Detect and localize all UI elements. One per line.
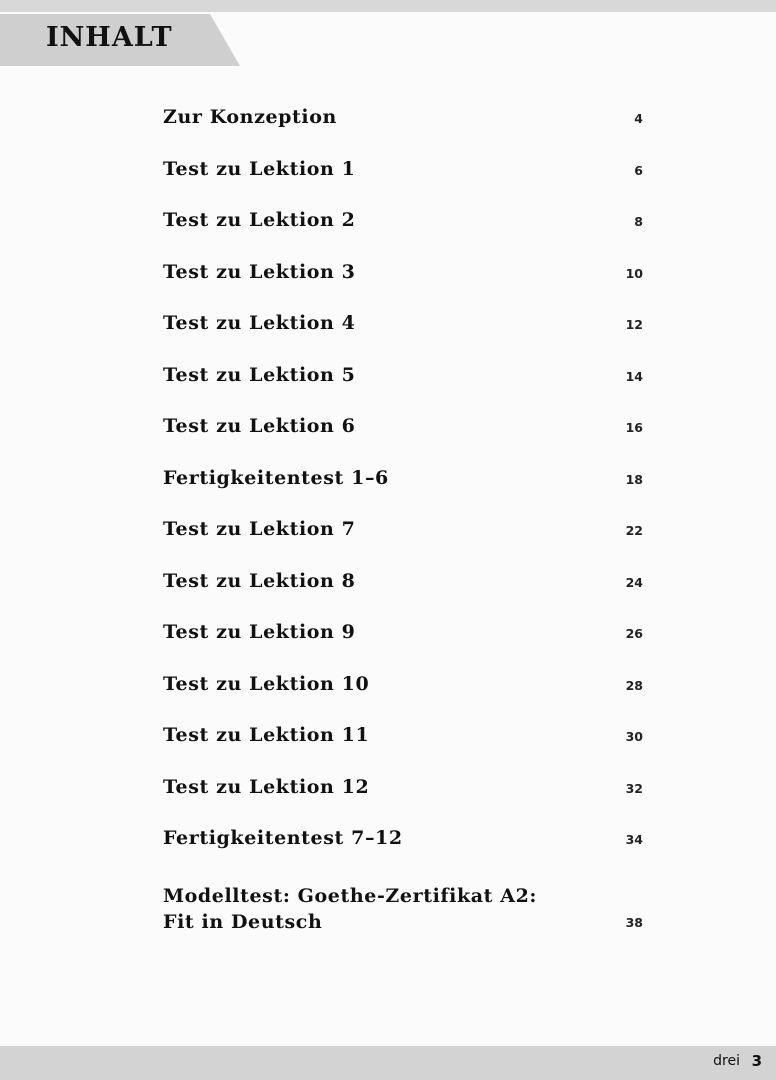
top-border-bar	[0, 0, 776, 12]
toc-entry-title: Zur Konzeption	[163, 106, 337, 128]
toc-entry[interactable]	[163, 619, 653, 671]
toc-entry[interactable]	[163, 671, 653, 723]
toc-entry-page: 12	[625, 317, 643, 332]
toc-entry-page: 38	[625, 914, 643, 930]
toc-entry-title: Test zu Lektion 9	[163, 621, 356, 643]
toc-entry[interactable]	[163, 104, 653, 156]
toc-entry-page: 14	[625, 368, 643, 384]
toc-entry-page: 32	[625, 780, 643, 796]
toc-entry[interactable]	[163, 310, 653, 362]
toc-entry-title: Test zu Lektion 12	[163, 775, 370, 798]
toc-entry-page: 16	[625, 420, 643, 435]
toc-entry-page: 28	[625, 677, 643, 693]
toc-entry[interactable]	[163, 156, 653, 208]
toc-entry-title: Test zu Lektion 1	[163, 157, 356, 180]
toc-entry-title: Test zu Lektion 8	[163, 569, 356, 592]
toc-entry[interactable]	[163, 774, 653, 826]
toc-entry-title: Fertigkeitentest 7–12	[163, 827, 403, 849]
toc-entry-page: 8	[634, 214, 643, 229]
toc-entry-title: Test zu Lektion 5	[163, 363, 356, 386]
toc-entry[interactable]	[163, 362, 653, 414]
toc-entry[interactable]	[163, 465, 653, 517]
toc-entry-page: 6	[634, 162, 643, 178]
toc-entry-page: 18	[625, 471, 643, 487]
toc-entry-page: 4	[634, 111, 643, 126]
toc-entry-title: Test zu Lektion 2	[163, 209, 356, 231]
table-of-contents	[163, 104, 653, 961]
toc-entry-title: Test zu Lektion 11	[163, 724, 370, 746]
toc-entry[interactable]	[163, 722, 653, 774]
toc-entry[interactable]	[163, 207, 653, 259]
footer-bar	[0, 1046, 776, 1080]
toc-entry-title: Fertigkeitentest 1–6	[163, 466, 389, 489]
toc-entry-title: Test zu Lektion 6	[163, 415, 356, 437]
toc-entry-title: Test zu Lektion 10	[163, 672, 370, 695]
footer-page-number: 3	[751, 1052, 762, 1070]
toc-entry-page: 30	[625, 729, 643, 744]
toc-entry-title: Test zu Lektion 3	[163, 260, 356, 283]
toc-entry[interactable]	[163, 259, 653, 311]
toc-entry[interactable]	[163, 413, 653, 465]
toc-entry-title: Test zu Lektion 4	[163, 312, 356, 334]
toc-entry-page: 26	[625, 626, 643, 641]
toc-entry[interactable]	[163, 516, 653, 568]
footer-page-word: drei	[713, 1053, 740, 1069]
toc-entry-page: 10	[625, 265, 643, 281]
toc-entry-title: Test zu Lektion 7	[163, 518, 356, 540]
page-title: INHALT	[46, 22, 173, 53]
toc-entry-page: 34	[625, 832, 643, 847]
toc-entry[interactable]	[163, 568, 653, 620]
toc-entry[interactable]	[163, 883, 653, 961]
toc-entry-title: Modelltest: Goethe-Zertifikat A2: Fit in Deutsch	[163, 884, 538, 933]
toc-entry[interactable]	[163, 825, 653, 877]
toc-entry-page: 24	[625, 574, 643, 590]
toc-entry-page: 22	[625, 523, 643, 538]
